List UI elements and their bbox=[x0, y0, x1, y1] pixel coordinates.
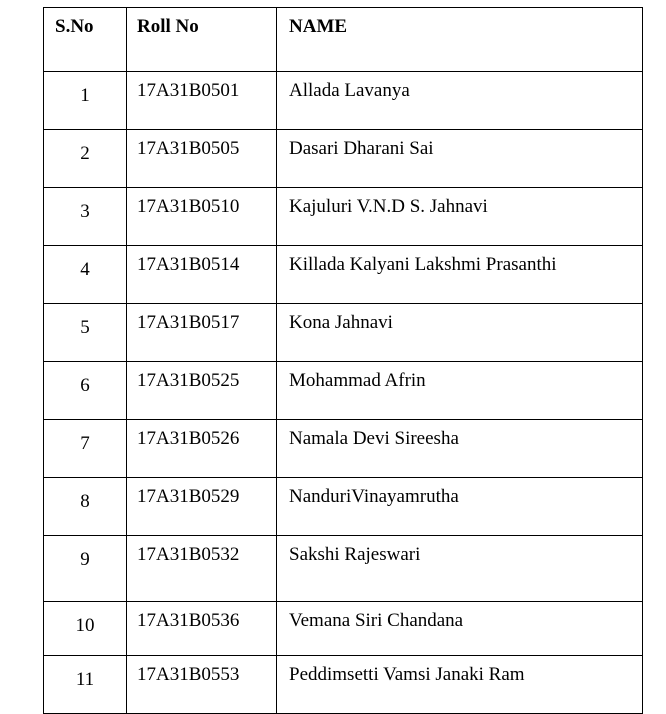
cell-sno: 9 bbox=[44, 536, 127, 602]
cell-name: Namala Devi Sireesha bbox=[277, 420, 643, 478]
cell-roll-no: 17A31B0553 bbox=[127, 656, 277, 714]
cell-roll-no: 17A31B0526 bbox=[127, 420, 277, 478]
cell-name: NanduriVinayamrutha bbox=[277, 478, 643, 536]
table-header-row bbox=[44, 8, 643, 72]
cell-sno: 5 bbox=[44, 304, 127, 362]
cell-sno: 10 bbox=[44, 602, 127, 656]
student-roster-table bbox=[43, 7, 643, 714]
cell-sno: 11 bbox=[44, 656, 127, 714]
header-name: NAME bbox=[277, 8, 643, 72]
cell-name: Kona Jahnavi bbox=[277, 304, 643, 362]
table-row bbox=[44, 536, 643, 602]
cell-roll-no: 17A31B0517 bbox=[127, 304, 277, 362]
cell-sno: 6 bbox=[44, 362, 127, 420]
cell-sno: 4 bbox=[44, 246, 127, 304]
cell-sno: 3 bbox=[44, 188, 127, 246]
cell-name: Kajuluri V.N.D S. Jahnavi bbox=[277, 188, 643, 246]
cell-roll-no: 17A31B0529 bbox=[127, 478, 277, 536]
cell-name: Vemana Siri Chandana bbox=[277, 602, 643, 656]
cell-roll-no: 17A31B0514 bbox=[127, 246, 277, 304]
cell-roll-no: 17A31B0505 bbox=[127, 130, 277, 188]
table-row bbox=[44, 130, 643, 188]
table-row bbox=[44, 246, 643, 304]
table-row bbox=[44, 362, 643, 420]
table-row bbox=[44, 188, 643, 246]
cell-roll-no: 17A31B0510 bbox=[127, 188, 277, 246]
cell-sno: 7 bbox=[44, 420, 127, 478]
header-roll-no: Roll No bbox=[127, 8, 277, 72]
cell-roll-no: 17A31B0532 bbox=[127, 536, 277, 602]
cell-name: Killada Kalyani Lakshmi Prasanthi bbox=[277, 246, 643, 304]
table-row bbox=[44, 72, 643, 130]
cell-roll-no: 17A31B0525 bbox=[127, 362, 277, 420]
cell-name: Peddimsetti Vamsi Janaki Ram bbox=[277, 656, 643, 714]
cell-name: Mohammad Afrin bbox=[277, 362, 643, 420]
cell-roll-no: 17A31B0501 bbox=[127, 72, 277, 130]
cell-sno: 1 bbox=[44, 72, 127, 130]
table-row bbox=[44, 420, 643, 478]
table-row bbox=[44, 478, 643, 536]
table-row bbox=[44, 304, 643, 362]
table-row bbox=[44, 602, 643, 656]
cell-name: Dasari Dharani Sai bbox=[277, 130, 643, 188]
header-sno: S.No bbox=[44, 8, 127, 72]
cell-name: Allada Lavanya bbox=[277, 72, 643, 130]
cell-sno: 8 bbox=[44, 478, 127, 536]
cell-roll-no: 17A31B0536 bbox=[127, 602, 277, 656]
cell-name: Sakshi Rajeswari bbox=[277, 536, 643, 602]
cell-sno: 2 bbox=[44, 130, 127, 188]
